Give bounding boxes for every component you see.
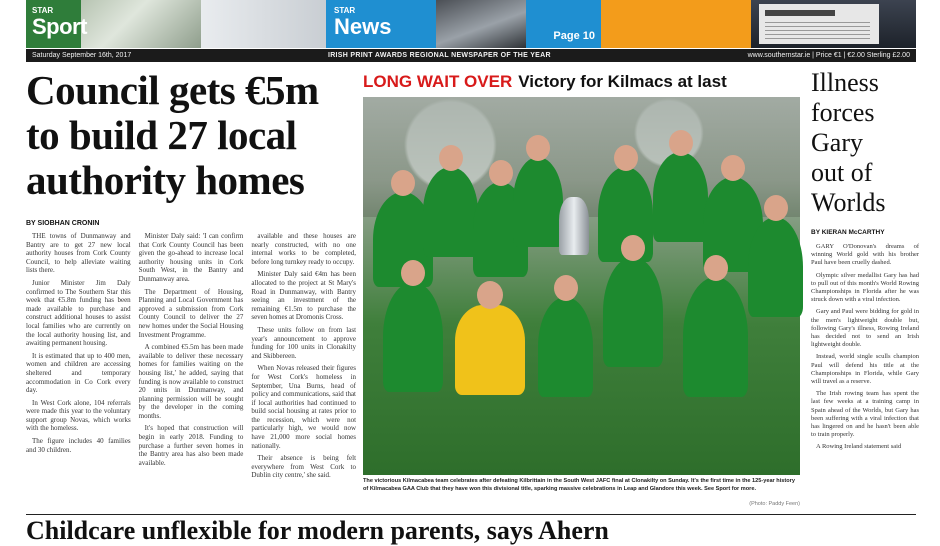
left-byline: BY SIOBHAN CRONIN [26,220,100,227]
promo-magazine[interactable] [751,0,916,48]
player-figure [683,277,748,397]
news-promo-page: Page 10 [553,30,595,42]
trophy [559,197,589,255]
news-promo-label [334,6,392,40]
sport-promo[interactable] [26,0,201,48]
paragraph: Their absence is being felt everywhere from West Cork to Dublin city centre,' she said. [251,454,357,480]
paragraph: available and these houses are nearly constructed, with no one internal works to be completed, before long turnkey ready to occupy. [251,232,357,266]
news-promo-photo [436,0,526,48]
paragraph: It's hoped that construction will begin in early 2018. Funding to purchase a further seven homes in the Bantry area has also been made available. [138,424,244,467]
award-banner: IRISH PRINT AWARDS REGIONAL NEWSPAPER OF THE YEAR [327,52,551,59]
paragraph: The Irish rowing team has spent the last few weeks at a training camp in Spain ahead of the Worlds, but Gary has been suffering with a viral infection that has lingered on and he hasn't been able to train properly. [811,390,919,439]
paragraph: Olympic silver medallist Gary has had to pull out of this month's World Rowing Championships in Florida after he was struck down with a viral infection. [811,271,919,304]
sport-promo-label [32,6,87,40]
photo-caption: The victorious Kilmacabea team celebrates after defeating Kilbrittain in the South West JAFC final at Clonakilty on Sunday. It's the first time in the 125-year history of Kilmacabea GAA Club that they have won this divisional title, sparking massive celebrations in Leap and Glandore this week. See Sport for more. [363,478,795,492]
headline-line: out of [811,158,873,187]
player-figure [603,257,663,367]
paragraph: Minister Daly said: 'I can confirm that Cork County Council has been given the go-ahead to increase local authority housing units in Cork South West, in the Bantry and Dunmanway area. [138,232,244,283]
lead-photo-headline[interactable] [363,72,727,92]
date-bar [26,49,916,62]
player-figure [383,282,443,392]
paragraph: The figure includes 40 families and 30 children. [26,437,131,454]
left-col-1 [26,232,131,517]
left-story-body [26,232,356,517]
paragraph: These units follow on from last year's announcement to approve funding for 100 units in Clonakilty and Skibbereen. [251,325,357,360]
promo-strip [26,0,916,48]
right-byline: BY KIERAN McCARTHY [811,229,885,236]
headline-line: Gary [811,128,863,157]
paragraph: A Rowing Ireland statement said [816,443,902,451]
paragraph: In West Cork alone, 104 referrals were made this year to the voluntary support group Novas, which works with the homeless. [26,398,131,433]
sport-promo-photo [81,0,201,48]
promo-orange-panel [601,0,751,48]
paragraph: GARY O'Donovan's dreams of winning World gold with his brother Paul have been cruelly dashed. [811,243,919,267]
paragraph: THE towns of Dunmanway and Bantry are to get 27 new local authority houses from Cork County Council, to help alleviate waiting lists there. [26,232,131,275]
player-figure [423,167,478,257]
left-col-3 [251,232,356,517]
paragraph: Gary and Paul were bidding for gold in the men's lightweight double but, following Gary's illness, Rowing Ireland has decided not to send an Irish lightweight double. [811,308,919,349]
news-promo-small: STAR [334,6,356,15]
paragraph: A combined €5.5m has been made available to deliver these necessary homes for families waiting on the housing list,' he added, saying that funding is now available to construct 20 units in Dunmanway, and planning permission will be sought by the developer in the coming months. [138,343,244,420]
paragraph: Minister Daly said €4m has been allocated to the project at St Mary's Road in Dunmanway, with Bantry seeing an investment of the remaining €1.5m to purchase the seven homes at Dromonis Cross. [251,270,357,322]
paragraph: Instead, world single sculls champion Paul will defend his title at the Championships in Florida, while Gary will travel as a reserve. [811,353,919,386]
player-figure [748,217,803,317]
promo-photo [201,0,326,48]
bottom-headline[interactable]: Childcare unflexible for modern parents, says Ahern [26,516,609,545]
paragraph: Junior Minister Jim Daly confirmed to The Southern Star this week that €5.8m funding has been made available to purchase and construct additional houses to assist local families who are currently on the local authority housing list, and awaiting permanent housing. [26,278,131,348]
goalkeeper-figure [455,305,525,395]
player-figure [513,157,563,247]
headline-line: Illness [811,68,879,97]
sport-promo-text: Sport [32,14,87,39]
team-celebration-photo[interactable] [363,97,800,475]
divider [26,514,916,515]
left-col-2 [139,232,244,517]
news-promo-text: News [334,14,392,39]
photo-credit: (Photo: Paddy Feen) [749,501,800,507]
right-story-body [811,243,919,525]
lead-headline-text: Victory for Kilmacs at last [518,72,727,91]
paragraph: The Department of Housing, Planning and Local Government has approved a submission from Cork County Council to deliver the 27 new homes under the Social Housing Investment Programme. [138,287,244,339]
player-figure [538,297,593,397]
issue-date: Saturday September 16th, 2017 [32,52,132,59]
price-info: www.southernstar.ie | Price €1 | €2.00 Sterling £2.00 [747,52,910,59]
lead-left-headline[interactable]: Council gets €5m to build 27 local authority homes [26,67,319,203]
lead-kicker: LONG WAIT OVER [363,72,513,91]
paragraph: It is estimated that up to 400 men, women and children are accessing sheltered and temporary accommodation in Co Cork every day. [26,351,131,395]
news-promo[interactable] [326,0,601,48]
sport-promo-small: STAR [32,6,54,15]
right-story-headline[interactable] [811,68,921,218]
paragraph: When Novas released their figures for West Cork's homeless in September, Una Burns, head of policy and communications, said that if local authorities had continued to build social housing at rates prior to the recession, which were not particularly high, we would now have 21,000 more social homes nationally. [251,364,357,450]
magazine-thumbnail [759,4,879,44]
headline-line: forces [811,98,875,127]
player-figure [653,152,708,242]
headline-line: Worlds [811,188,886,217]
